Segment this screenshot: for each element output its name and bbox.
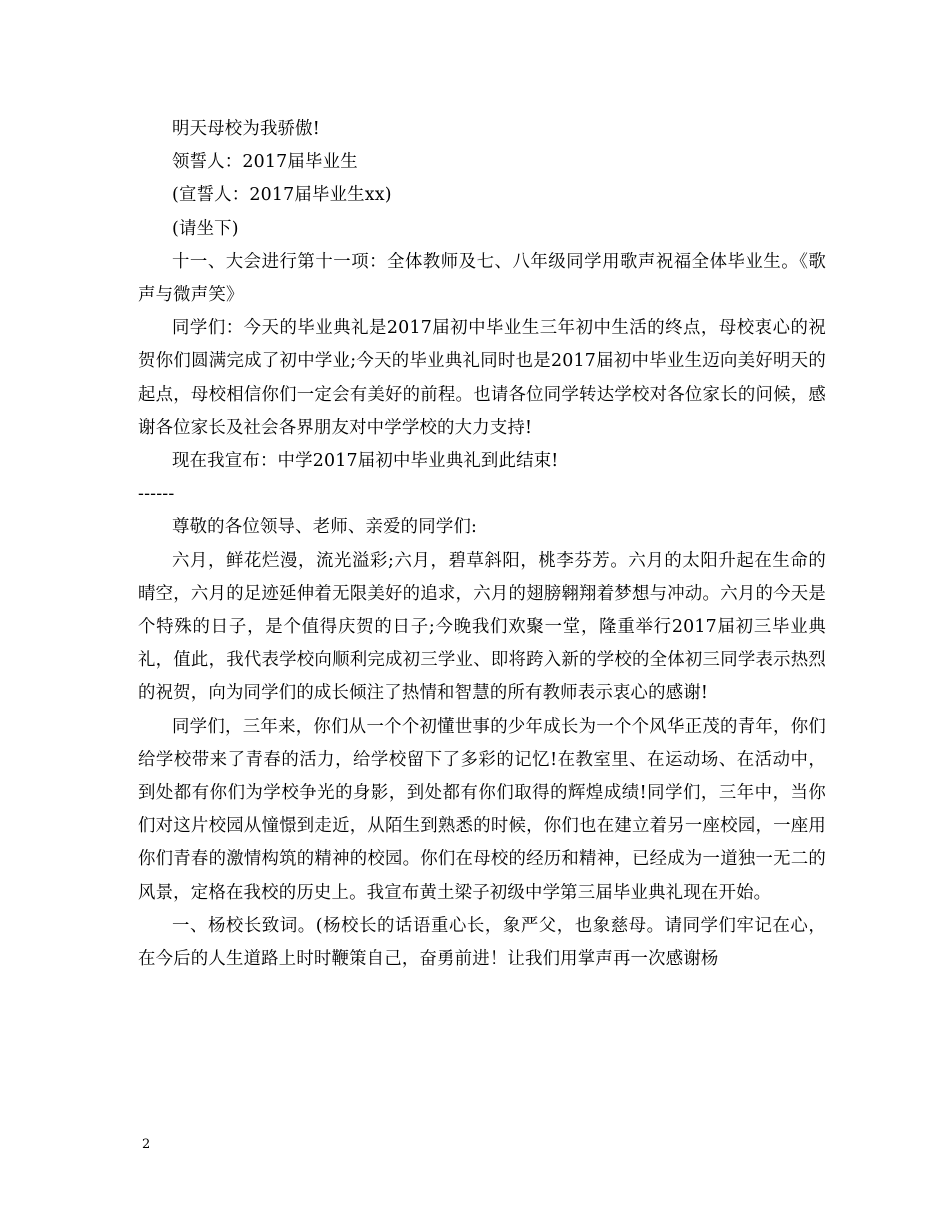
paragraph: 同学们，三年来，你们从一个个初懂世事的少年成长为一个个风华正茂的青年，你们给学校带来了青春的活力，给学校留下了多彩的记忆!在教室里、在运动场、在活动中，到处都有你们为学校争光的身影，到处都有你们取得的辉煌成绩!同学们，三年中，当你们对这片校园从憧憬到走近，从陌生到熟悉的时候，你们也在建立着另一座校园，一座用你们青春的激情构筑的精神的校园。你们在母校的经历和精神，已经成为一道独一无二的风景，定格在我校的历史上。我宣布黄土梁子初级中学第三届毕业典礼现在开始。 xyxy=(138,716,826,903)
separator-line: ------ xyxy=(138,484,175,505)
paragraph: (请坐下) xyxy=(172,218,239,239)
paragraph: 六月，鲜花烂漫，流光溢彩;六月，碧草斜阳，桃李芬芳。六月的太阳升起在生命的晴空，六月的足迹延伸着无限美好的追求，六月的翅膀翱翔着梦想与冲动。六月的今天是个特殊的日子，是个值得庆贺的日子;今晚我们欢聚一堂，隆重举行2017届初三毕业典礼，值此，我代表学校向顺利完成初三学业、即将跨入新的学校的全体初三同学表示热烈的祝贺，向为同学们的成长倾注了热情和智慧的所有教师表示衷心的感谢! xyxy=(138,550,826,704)
paragraph: 同学们：今天的毕业典礼是2017届初中毕业生三年初中生活的终点，母校衷心的祝贺你们圆满完成了初中学业;今天的毕业典礼同时也是2017届初中毕业生迈向美好明天的起点，母校相信你们一定会有美好的前程。也请各位同学转达学校对各位家长的问候，感谢各位家长及社会各界朋友对中学学校的大力支持! xyxy=(138,318,826,438)
paragraph: 领誓人：2017届毕业生 xyxy=(172,152,358,173)
paragraph: 尊敬的各位领导、老师、亲爱的同学们: xyxy=(172,517,478,538)
paragraph: 明天母校为我骄傲! xyxy=(172,119,320,139)
paragraph: 一、杨校长致词。(杨校长的话语重心长，象严父，也象慈母。请同学们牢记在心，在今后的人生道路上时时鞭策自己，奋勇前进！让我们用掌声再一次感谢杨 xyxy=(138,915,826,970)
paragraph: 现在我宣布：中学2017届初中毕业典礼到此结束! xyxy=(172,451,559,472)
paragraph: 十一、大会进行第十一项：全体教师及七、八年级同学用歌声祝福全体毕业生。《歌声与微声笑》 xyxy=(138,251,826,306)
document-body xyxy=(138,113,826,976)
paragraph: (宣誓人：2017届毕业生xx) xyxy=(172,185,392,206)
page-number: 2 xyxy=(142,1137,151,1152)
